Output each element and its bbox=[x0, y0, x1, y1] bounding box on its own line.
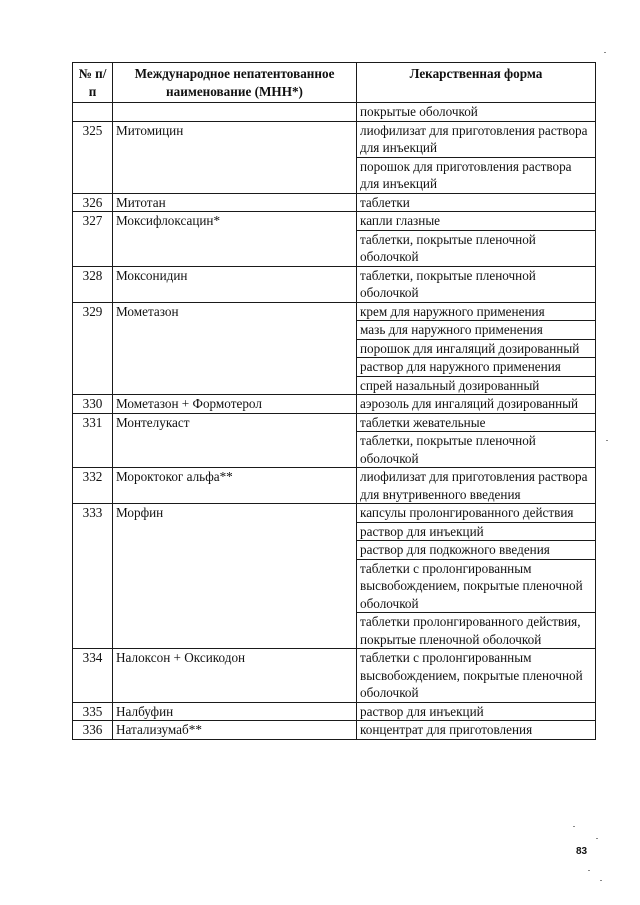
scan-speck bbox=[604, 52, 606, 53]
header-row bbox=[73, 63, 596, 103]
table-row bbox=[73, 504, 596, 523]
table-row bbox=[73, 721, 596, 740]
cell-form: лиофилизат для приготовления раствора для инъекций bbox=[357, 121, 596, 157]
scan-speck bbox=[573, 826, 575, 827]
cell-number: 334 bbox=[73, 649, 113, 703]
cell-form: таблетки bbox=[357, 193, 596, 212]
page-number: 83 bbox=[576, 846, 588, 857]
cell-number: 336 bbox=[73, 721, 113, 740]
cell-name: Монтелукаст bbox=[113, 413, 357, 468]
cell-form: покрытые оболочкой bbox=[357, 103, 596, 122]
cell-form: спрей назальный дозированный bbox=[357, 376, 596, 395]
continuation-row bbox=[73, 103, 596, 122]
cell-form: лиофилизат для приготовления раствора для внутривенного введения bbox=[357, 468, 596, 504]
cell-number: 325 bbox=[73, 121, 113, 193]
cell-number: 335 bbox=[73, 702, 113, 721]
cell-number: 331 bbox=[73, 413, 113, 468]
cell-form: раствор для наружного применения bbox=[357, 358, 596, 377]
cell-name: Мометазон + Формотерол bbox=[113, 395, 357, 414]
cell-number: 330 bbox=[73, 395, 113, 414]
cell-number: 326 bbox=[73, 193, 113, 212]
table-row bbox=[73, 413, 596, 432]
cell-form: порошок для ингаляций дозированный bbox=[357, 339, 596, 358]
cell-number: 328 bbox=[73, 266, 113, 302]
scan-speck bbox=[596, 838, 598, 839]
table-row bbox=[73, 468, 596, 504]
table-row bbox=[73, 702, 596, 721]
cell-form: раствор для подкожного введения bbox=[357, 541, 596, 560]
cell-number: 329 bbox=[73, 302, 113, 395]
cell-number: 333 bbox=[73, 504, 113, 649]
cell-form: раствор для инъекций bbox=[357, 522, 596, 541]
cell-number: 327 bbox=[73, 212, 113, 267]
table-header bbox=[73, 63, 596, 103]
cell-name: Натализумаб** bbox=[113, 721, 357, 740]
scan-speck bbox=[606, 440, 608, 441]
header-inn-name: Международное непатентованное наименование (МНН*) bbox=[113, 63, 357, 103]
cell-form: крем для наружного применения bbox=[357, 302, 596, 321]
cell-form: таблетки, покрытые пленочной оболочкой bbox=[357, 230, 596, 266]
cell-form: таблетки, покрытые пленочной оболочкой bbox=[357, 266, 596, 302]
table-row bbox=[73, 212, 596, 231]
table-row bbox=[73, 121, 596, 157]
cell-form: таблетки жевательные bbox=[357, 413, 596, 432]
cell-form: порошок для приготовления раствора для инъекций bbox=[357, 157, 596, 193]
cell-form: концентрат для приготовления bbox=[357, 721, 596, 740]
header-number: № п/п bbox=[73, 63, 113, 103]
cell-number: 332 bbox=[73, 468, 113, 504]
header-dosage-form: Лекарственная форма bbox=[357, 63, 596, 103]
cell-form: капли глазные bbox=[357, 212, 596, 231]
table-body bbox=[73, 103, 596, 740]
cell-form: мазь для наружного применения bbox=[357, 321, 596, 340]
cell-name: Митотан bbox=[113, 193, 357, 212]
cell-name: Мороктоког альфа** bbox=[113, 468, 357, 504]
scan-speck bbox=[600, 880, 602, 881]
table-row bbox=[73, 395, 596, 414]
cell-name: Налоксон + Оксикодон bbox=[113, 649, 357, 703]
drug-list-table bbox=[72, 62, 596, 740]
table-row bbox=[73, 649, 596, 703]
cell-name: Мометазон bbox=[113, 302, 357, 395]
cell-form: таблетки с пролонгированным высвобождением, покрытые пленочной оболочкой bbox=[357, 649, 596, 703]
cell-name: Моксонидин bbox=[113, 266, 357, 302]
cell-name: Митомицин bbox=[113, 121, 357, 193]
cell-form: капсулы пролонгированного действия bbox=[357, 504, 596, 523]
table-row bbox=[73, 302, 596, 321]
table-row bbox=[73, 193, 596, 212]
cell-form: таблетки, покрытые пленочной оболочкой bbox=[357, 432, 596, 468]
cell-name: Моксифлоксацин* bbox=[113, 212, 357, 267]
cell-name bbox=[113, 103, 357, 122]
cell-form: аэрозоль для ингаляций дозированный bbox=[357, 395, 596, 414]
cell-name: Налбуфин bbox=[113, 702, 357, 721]
cell-form: таблетки с пролонгированным высвобождением, покрытые пленочной оболочкой bbox=[357, 559, 596, 613]
cell-form: таблетки пролонгированного действия, покрытые пленочной оболочкой bbox=[357, 613, 596, 649]
scan-speck bbox=[588, 870, 590, 871]
cell-name: Морфин bbox=[113, 504, 357, 649]
cell-form: раствор для инъекций bbox=[357, 702, 596, 721]
cell-number bbox=[73, 103, 113, 122]
table-row bbox=[73, 266, 596, 302]
